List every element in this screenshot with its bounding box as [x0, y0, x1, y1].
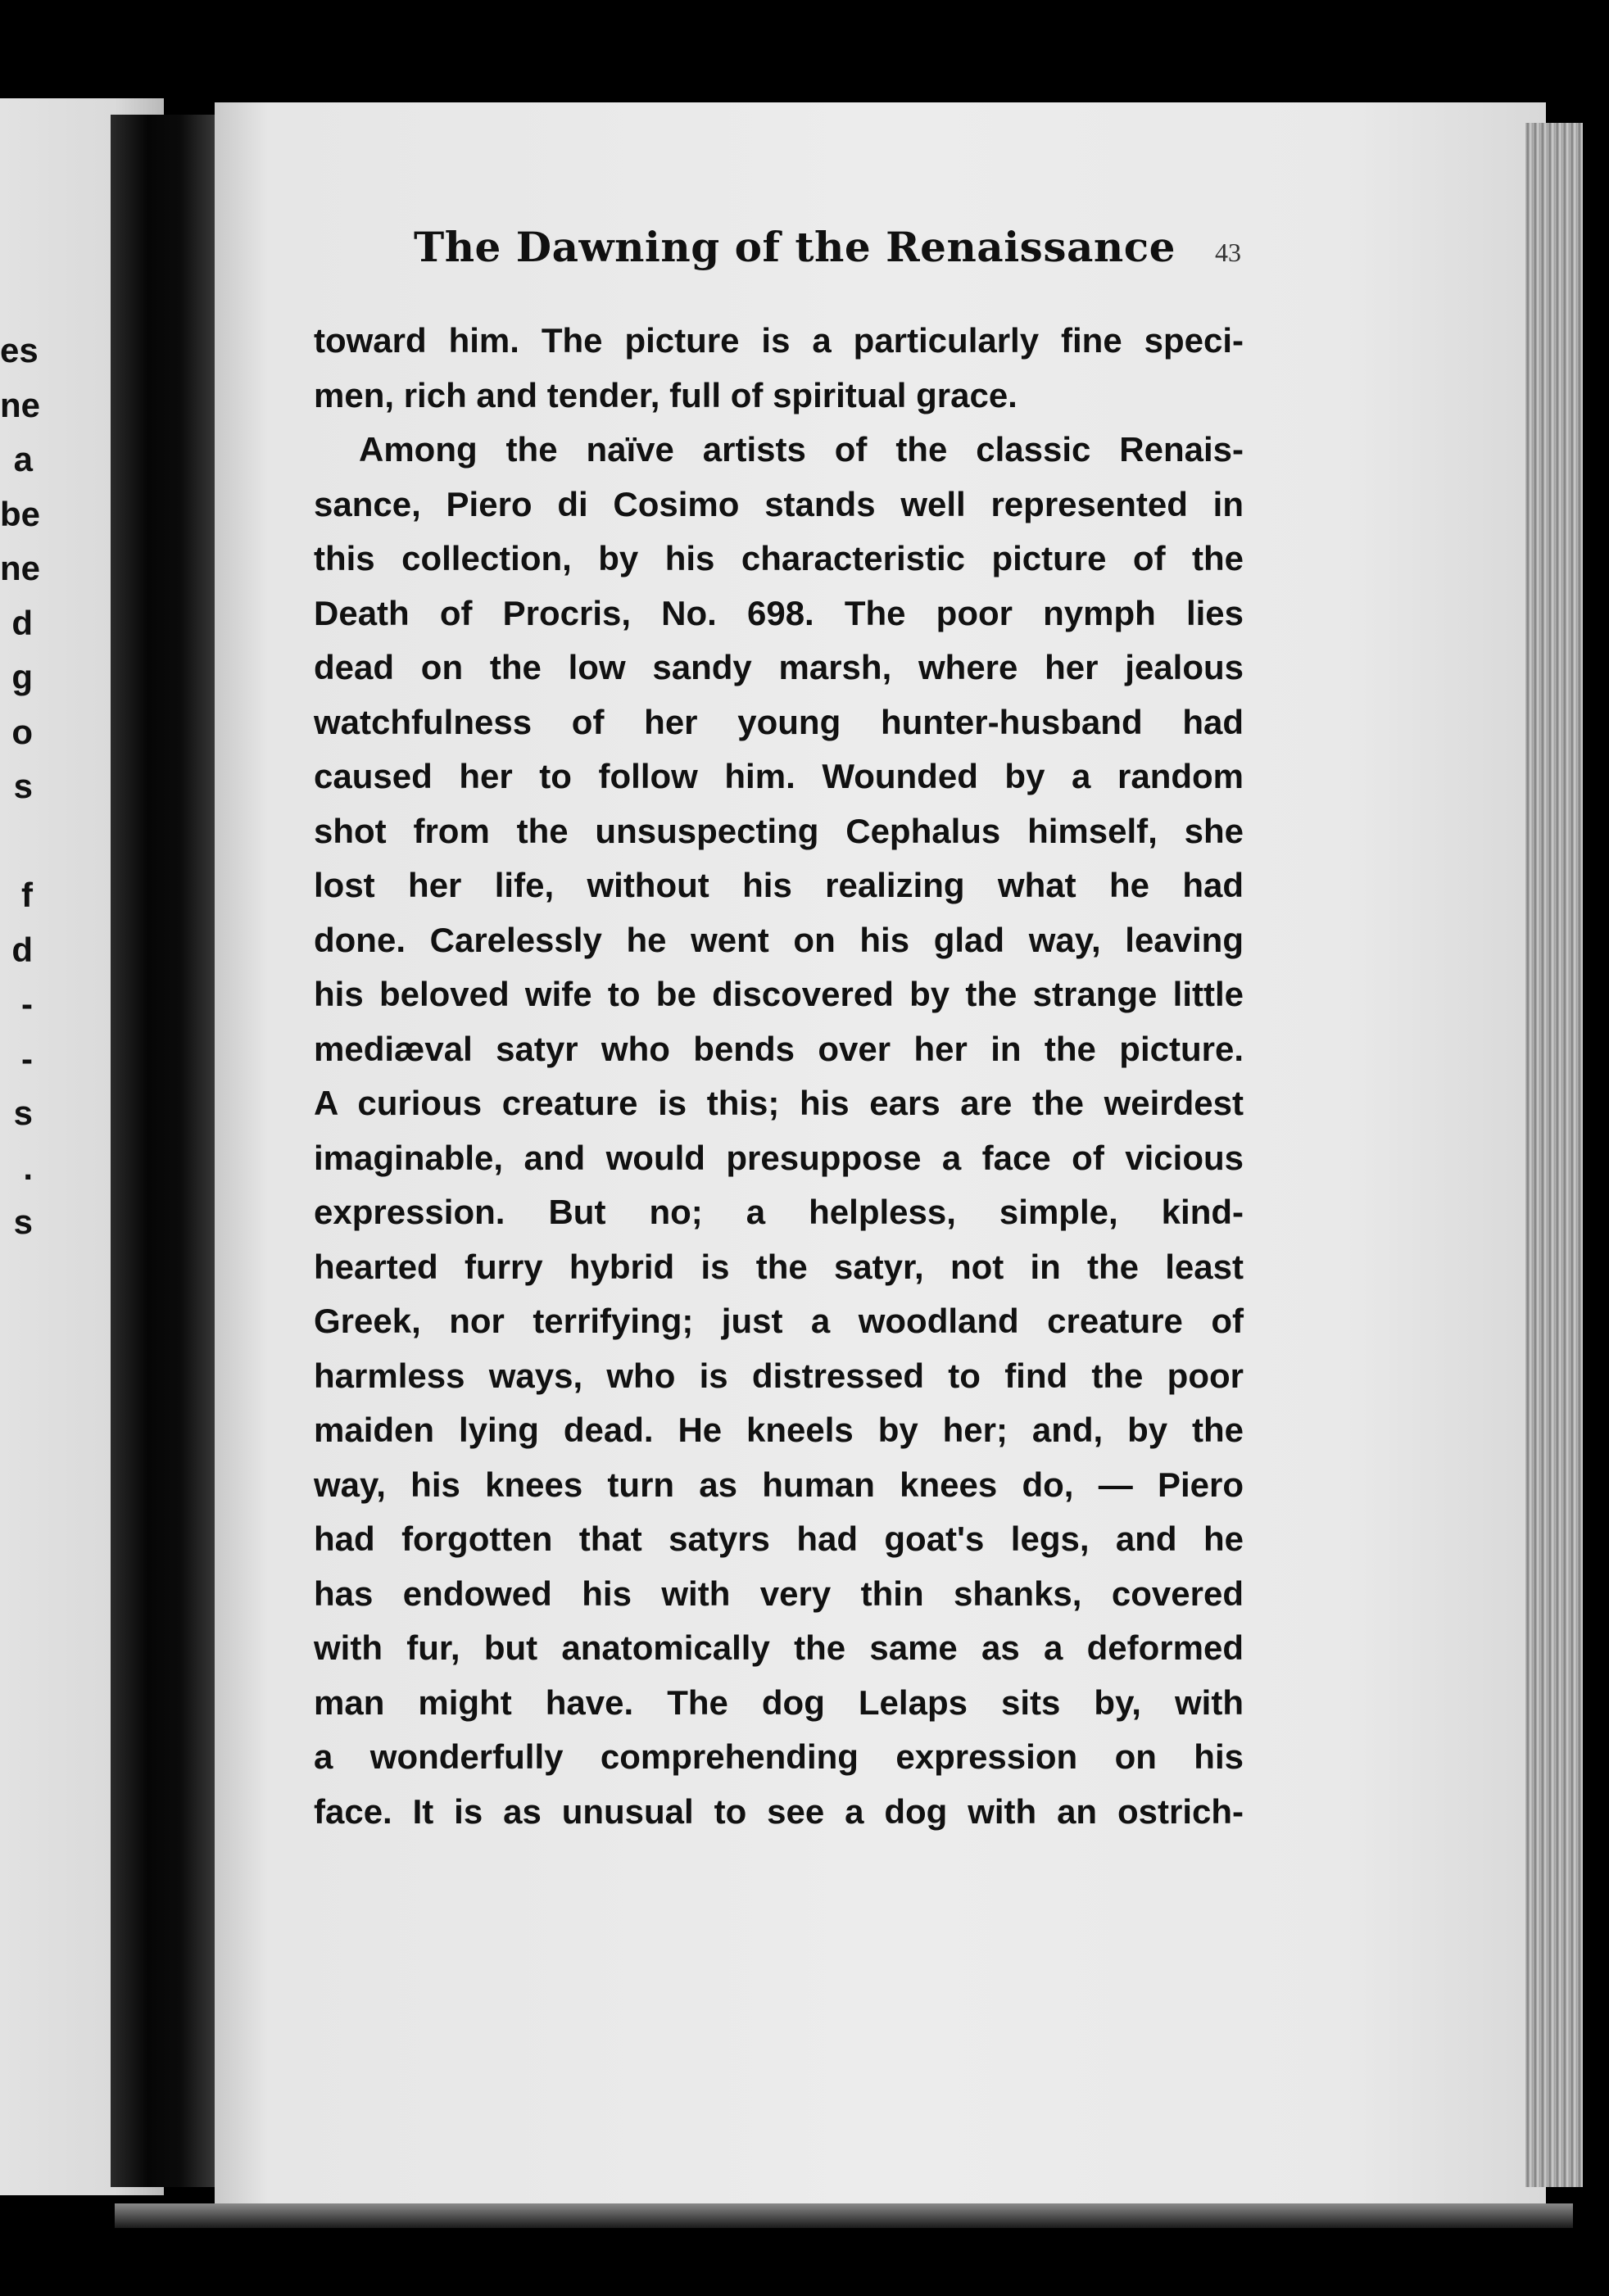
left-edge-fragment: g — [11, 658, 33, 696]
page-bottom-edge — [115, 2203, 1573, 2228]
text-line: Death of Procris, No. 698. The poor nymph lies — [314, 593, 1244, 632]
text-line: had forgotten that satyrs had goat's legs, and he — [314, 1519, 1244, 1558]
text-line: watchfulness of her young hunter-husband had — [314, 702, 1244, 741]
text-line: hearted furry hybrid is the satyr, not in the least — [314, 1247, 1244, 1286]
text-line: A curious creature is this; his ears are the weirdest — [314, 1084, 1244, 1122]
page-fore-edge — [1525, 123, 1583, 2187]
text-line: caused her to follow him. Wounded by a random — [314, 757, 1244, 795]
text-line: lost her life, without his realizing what he had — [314, 866, 1244, 904]
left-page-edge-text — [0, 324, 41, 1250]
left-edge-fragment: d — [11, 930, 33, 969]
left-edge-fragment: ne — [0, 385, 41, 424]
text-line: expression. But no; a helpless, simple, kind- — [314, 1193, 1244, 1231]
left-edge-fragment: es — [0, 331, 39, 369]
text-line: a wonderfully comprehending expression on his — [314, 1737, 1244, 1776]
left-edge-fragment: a — [13, 440, 33, 478]
running-title: The Dawning of the Renaissance — [414, 223, 1176, 271]
text-line: face. It is as unusual to see a dog with an ostrich- — [314, 1791, 1244, 1831]
text-line: with fur, but anatomically the same as a deformed — [314, 1628, 1244, 1667]
text-line: done. Carelessly he went on his glad way, leaving — [314, 920, 1244, 959]
left-edge-fragment: . — [23, 1148, 33, 1187]
left-edge-fragment: d — [11, 603, 33, 642]
text-line: dead on the low sandy marsh, where her jealous — [314, 648, 1244, 686]
text-line: Greek, nor terrifying; just a woodland creature of — [314, 1302, 1244, 1340]
body-text — [314, 314, 1244, 1839]
left-edge-fragment: s — [13, 767, 33, 805]
text-line: man might have. The dog Lelaps sits by, with — [314, 1682, 1244, 1722]
text-line: harmless ways, who is distressed to find the poor — [314, 1356, 1244, 1395]
text-line: his beloved wife to be discovered by the strange little — [314, 975, 1244, 1013]
left-edge-fragment: be — [0, 494, 41, 533]
book-spine — [111, 115, 217, 2187]
text-line: toward him. The picture is a particularly fine speci- — [314, 321, 1244, 360]
text-line: has endowed his with very thin shanks, covered — [314, 1574, 1244, 1613]
text-line: shot from the unsuspecting Cephalus himself, she — [314, 811, 1244, 850]
text-line: sance, Piero di Cosimo stands well represented in — [314, 484, 1244, 523]
left-edge-fragment: - — [21, 1039, 33, 1078]
left-edge-fragment: - — [21, 985, 33, 1023]
page-header — [414, 223, 1241, 280]
left-edge-fragment: o — [11, 712, 33, 751]
text-line: men, rich and tender, full of spiritual grace. — [314, 375, 1018, 414]
left-edge-fragment: s — [13, 1202, 33, 1241]
text-line: imaginable, and would presuppose a face of vicious — [314, 1138, 1244, 1177]
left-edge-fragment: f — [21, 876, 33, 914]
left-edge-fragment: s — [13, 1094, 33, 1132]
text-line: this collection, by his characteristic picture of the — [314, 539, 1244, 577]
left-edge-fragment: ne — [0, 549, 41, 587]
text-line: mediæval satyr who bends over her in the picture. — [314, 1029, 1244, 1068]
left-edge-fragment — [0, 814, 33, 869]
text-line: Among the naïve artists of the classic Renais- — [359, 430, 1244, 469]
text-line: maiden lying dead. He kneels by her; and, by the — [314, 1411, 1244, 1449]
page-number: 43 — [1215, 238, 1241, 267]
text-line: way, his knees turn as human knees do, — Piero — [314, 1465, 1244, 1504]
